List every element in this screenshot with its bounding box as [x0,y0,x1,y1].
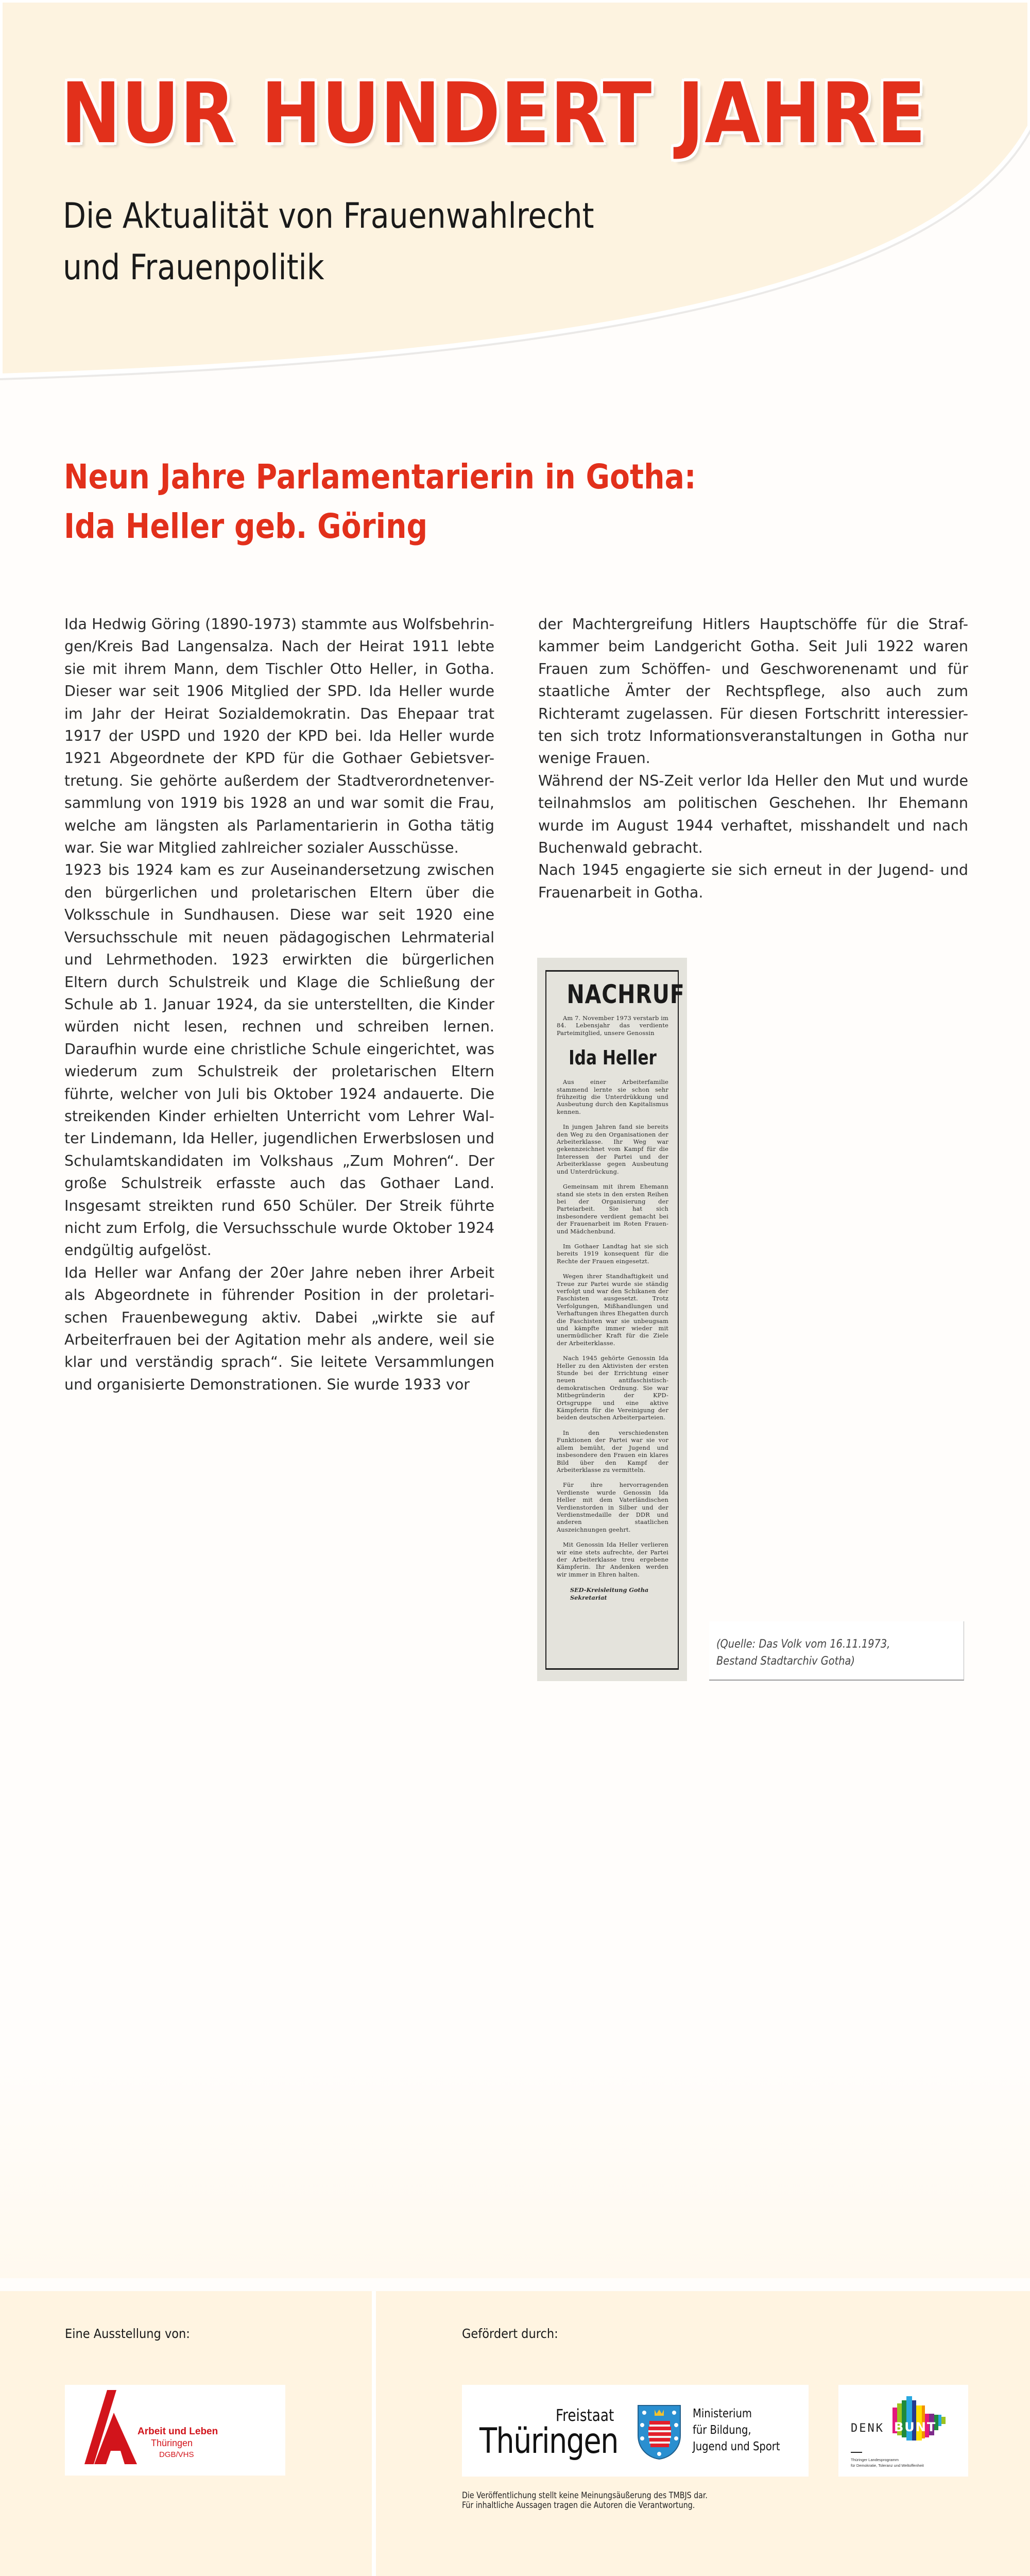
clipping-paragraph: Gemeinsam mit ihrem Ehemann stand sie stets in den ersten Reihen bei der Organisierung der Parteiarbeit. Sie hat sich insbesondere verdient gemacht bei der Frauenarbeit im Roten Frauen- und Mädchenbund. [557,1183,668,1235]
section-heading [64,452,696,551]
clipping-paragraph: Aus einer Arbeiterfamilie stammend lernte sie schon sehr frühzeitig die Unterdrükkung und Ausbeutung durch den Kapitalismus kennen. [557,1079,668,1115]
lower-gradient-band [0,2061,1030,2278]
body-paragraph: Während der NS-Zeit verlor Ida Heller den Mut und wurde teilnahmslos am politischen Geschehen. Ihr Ehemann wurde im August 1944 verhaftet, misshandelt und nach Buchenwald gebracht. [538,772,968,857]
body-column-left [64,613,494,1396]
ministry-line: Ministerium [693,2407,752,2420]
body-paragraph: der Machtergreifung Hitlers Hauptschöffe für die Straf-kammer beim Landgericht Gotha. Seit Juli 1922 waren Frauen zum Schöffen- und Geschworenenamt und für staatliche Ämter der Rechtspflege, also auch zum Richteramt zugelassen. Für diesen Fortschritt interessier-ten sich trotz Informationsveranstaltungen in Gotha nur wenige Frauen. [538,616,968,767]
poster-title: NUR HUNDERT JAHRE [61,65,926,162]
footer-sponsor-panel [376,2291,1030,2576]
heading-line-1: Neun Jahre Parlamentarierin in Gotha: [64,457,696,497]
denk-sub-line: Thüringer Landesprogramm [851,2458,899,2462]
clipping-signature [557,1586,668,1602]
aul-line-1: Arbeit und Leben [138,2426,218,2437]
exhibitor-label: Eine Ausstellung von: [65,2326,190,2341]
denk-bunt-color-bars-icon [890,2396,957,2443]
clipping-paragraph: In jungen Jahren fand sie bereits den Weg zu den Organisationen der Arbeiterklasse. Ihr Weg war gekennzeichnet vom Kampf für die Interessen der Partei und der Arbeiterklasse gegen Ausbeutung und Unterdrückung. [557,1124,668,1175]
thueringen-freistaat: Freistaat [556,2405,614,2425]
body-paragraph: 1923 bis 1924 kam es zur Auseinandersetzung zwischen den bürgerlichen und proletarischen Eltern über die Volksschule in Sundhausen. Diese war seit 1920 eine Versuchsschule mit neuen pädagogischen Lehrmaterial und Lehrmethoden. 1923 erwirkten die bürgerlichen Eltern durch Schulstreik und Klage die Schließung der Schule ab 1. Januar 1924, da sie unterstellten, die Kinder würden nicht lesen, rechnen und schreiben lernen. Daraufhin wurde eine christliche Schule eingerichtet, was wiederum zum Schulstreik der proletarischen Eltern führte, welcher von Juli bis Oktober 1924 andauerte. Die streikenden Kinder erhielten Unterricht vom Lehrer Wal-ter Lindemann, Ida Heller, jugendlichen Erwerbslosen und Schulamtskandidaten im Volkshaus „Zum Mohren“. Der große Schulstreik erfasste auch das Gothaer Land. Insgesamt streikten rund 650 Schüler. Der Streik führte nicht zum Erfolg, die Versuchsschule wurde Oktober 1924 endgültig aufgelöst. [64,861,494,1259]
caption-line-2: Bestand Stadtarchiv Gotha) [716,1655,855,1668]
newspaper-clipping-image [537,958,687,1681]
bunt-wordmark: BUNT [894,2420,937,2434]
clipping-paragraph: Für ihre hervorragenden Verdienste wurde Genossin Ida Heller mit dem Vaterländischen Verdienstorden in Silber und der Verdienstmedaille der DDR und anderen staatlichen Auszeichnungen geehrt. [557,1482,668,1533]
subtitle-line-1: Die Aktualität von Frauenwahlrecht [63,196,594,236]
clipping-paragraph: Wegen ihrer Standhaftigkeit und Treue zur Partei wurde sie ständig verfolgt und war den Schikanen der Faschisten ausgesetzt. Trotz Verfolgungen, Mißhandlungen und Verhaftungen ihres Ehegatten durch die Faschisten war sie unbeugsam und kämpfte immer wieder mit unermüdlicher Kraft für die Ziele der Arbeiterklasse. [557,1273,668,1347]
clipping-paragraph: Im Gothaer Landtag hat sie sich bereits 1919 konsequent für die Rechte der Frauen eingesetzt. [557,1243,668,1265]
sponsor-label: Gefördert durch: [462,2326,558,2341]
subtitle-line-2: und Frauenpolitik [63,247,324,288]
arbeit-und-leben-logo [65,2385,285,2476]
aul-line-2: Thüringen [151,2438,193,2448]
denk-sub-line: für Demokratie, Toleranz und Weltoffenheit [851,2463,924,2468]
clipping-frame [545,970,685,1670]
body-column-right [538,613,968,904]
ministry-line: für Bildung, [693,2424,751,2437]
image-caption [709,1621,964,1681]
body-paragraph: Ida Heller war Anfang der 20er Jahre neben ihrer Arbeit als Abgeordnete in führender Position in der proletari-schen Frauenbewegung aktiv. Dabei „wirkte sie auf Arbeiterfrauen bei der Agitation mehr als andere, weil sie klar und verständig sprach“. Sie leitete Versammlungen und organisierte Demonstrationen. Sie wurde 1933 vor [64,1264,494,1393]
footer-exhibitor-panel [0,2291,372,2576]
body-paragraph: Nach 1945 engagierte sie sich erneut in der Jugend- und Frauenarbeit in Gotha. [538,861,968,901]
clipping-paragraph: Mit Genossin Ida Heller verlieren wir eine stets aufrechte, der Partei der Arbeiterklasse treu ergebene Kämpferin. Ihr Andenken werden wir immer in Ehren halten. [557,1541,668,1578]
clipping-name: Ida Heller [569,1046,657,1070]
body-paragraph: Ida Hedwig Göring (1890-1973) stammte aus Wolfsbehrin-gen/Kreis Bad Langensalza. Nach der Heirat 1911 lebte sie mit ihrem Mann, dem Tischler Otto Heller, in Gotha. Dieser war seit 1906 Mitglied der SPD. Ida Heller wurde im Jahr der Heirat Sozialdemokratin. Das Ehepaar trat 1917 der USPD und 1920 der KPD bei. Ida Heller wurde 1921 Abgeordnete der KPD für die Gothaer Gebietsver-tretung. Sie gehörte außerdem der Stadtverordnetenver-sammlung von 1919 bis 1928 an und war somit die Frau, welche am längsten als Parlamentarierin in Gotha tätig war. Sie war Mitglied zahlreicher sozialer Ausschüsse. [64,616,494,857]
denk-bunt-divider [851,2452,862,2453]
denk-bunt-subtitle [851,2457,924,2468]
denk-wordmark: DENK [851,2422,884,2435]
poster-subtitle [63,191,594,294]
ministry-line: Jugend und Sport [693,2440,780,2453]
clipping-paragraph: Nach 1945 gehörte Genossin Ida Heller zu den Aktivisten der ersten Stunde bei der Errichtung einer neuen antifaschistisch-demokratischen Ordnung. Sie war Mitbegründerin der KPD-Ortsgruppe und eine aktive Kämpferin für die Vereinigung der beiden deutschen Arbeiterparteien. [557,1355,668,1421]
signature-line: Sekretariat [570,1594,607,1602]
thueringen-ministry-name [693,2405,780,2455]
thueringen-coat-of-arms-icon [637,2404,681,2460]
clipping-paragraph: In den verschiedensten Funktionen der Partei war sie vor allem bemüht, der Jugend und insbesondere den Frauen ein klares Bild über den Kampf der Arbeiterklasse zu vermitteln. [557,1429,668,1473]
disclaimer [462,2490,708,2510]
disclaimer-line-1: Die Veröffentlichung stellt keine Meinungsäußerung des TMBJS dar. [462,2490,708,2500]
footer [0,2291,1030,2576]
heading-line-2: Ida Heller geb. Göring [64,506,428,546]
thueringen-name: Thüringen [479,2421,618,2462]
denk-bunt-logo [838,2385,968,2477]
signature-line: SED-Kreisleitung Gotha [570,1586,649,1594]
caption-line-1: (Quelle: Das Volk vom 16.11.1973, [716,1638,890,1651]
thueringen-ministry-logo [462,2385,809,2477]
disclaimer-line-2: Für inhaltliche Aussagen tragen die Autoren die Verantwortung. [462,2500,695,2510]
clipping-intro: Am 7. November 1973 verstarb im 84. Lebensjahr das verdiente Parteimitglied, unsere Genossin [557,1015,668,1037]
clipping-title: NACHRUF [566,979,685,1009]
aul-line-3: DGB/VHS [159,2450,194,2459]
